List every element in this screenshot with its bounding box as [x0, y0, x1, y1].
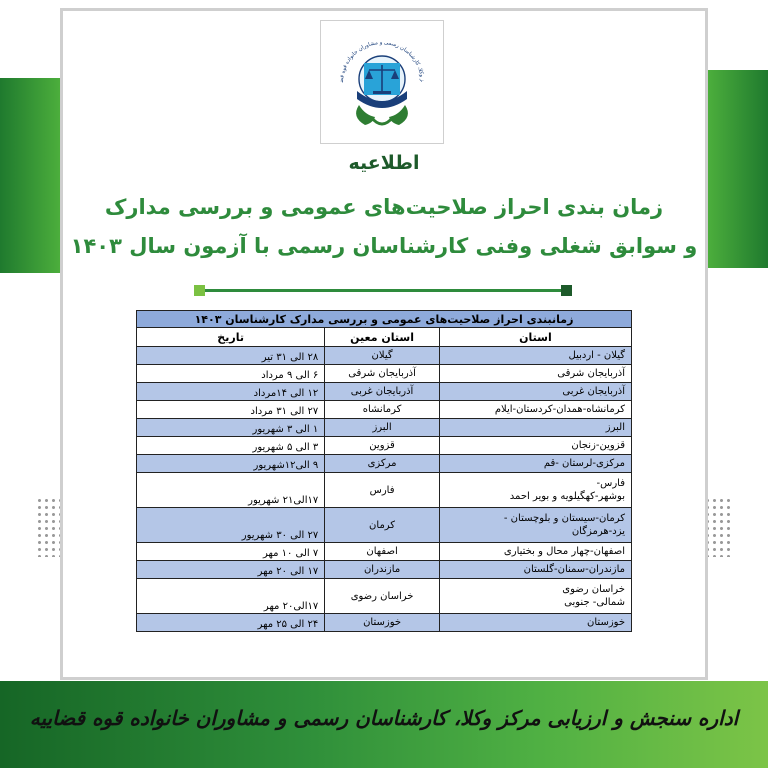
province-name: خوزستان — [587, 617, 625, 628]
date-cell: ۲۷ الی ۳۱ مرداد — [137, 401, 325, 419]
province-name-continued: شمالی- جنوبی — [564, 597, 625, 608]
province-cell — [439, 614, 631, 632]
date-cell: ۱۷الی۲۱ شهریور — [137, 473, 325, 508]
province-cell — [439, 365, 631, 383]
province-cell — [439, 419, 631, 437]
center-province-cell: البرز — [325, 419, 440, 437]
divider-square-right — [561, 285, 572, 296]
province-name: فارس- — [596, 478, 625, 489]
center-province-cell: خوزستان — [325, 614, 440, 632]
province-name: اصفهان-چهار محال و بختیاری — [503, 546, 625, 557]
table-row — [137, 543, 632, 561]
province-cell — [439, 347, 631, 365]
date-cell: ۳ الی ۵ شهریور — [137, 437, 325, 455]
province-name: البرز — [605, 422, 625, 433]
date-cell: ۲۸ الی ۳۱ تیر — [137, 347, 325, 365]
table-row — [137, 508, 632, 543]
province-cell — [439, 508, 631, 543]
header-province: استان — [439, 328, 631, 347]
province-name: آذربایجان غربی — [562, 386, 625, 397]
province-name: مازندران-سمنان-گلستان — [523, 564, 625, 575]
center-province-cell: آذربایجان شرقی — [325, 365, 440, 383]
date-cell: ۹ الی۱۲شهریور — [137, 455, 325, 473]
table-row — [137, 455, 632, 473]
center-province-cell: اصفهان — [325, 543, 440, 561]
schedule-table — [136, 310, 632, 632]
footer-department-name: اداره سنجش و ارزیابی مرکز وکلا، کارشناسان رسمی و مشاوران خانواده قوه قضاییه — [29, 706, 739, 730]
notice-title: اطلاعیه — [348, 152, 420, 174]
province-name: گیلان - اردبیل — [568, 350, 625, 361]
date-cell: ۱۷الی۲۰ مهر — [137, 579, 325, 614]
table-row — [137, 383, 632, 401]
dot-grid-right — [704, 497, 732, 557]
header-date: تاریخ — [137, 328, 325, 347]
date-cell: ۲۷ الی ۳۰ شهریور — [137, 508, 325, 543]
date-cell: ۱ الی ۳ شهریور — [137, 419, 325, 437]
center-province-cell: آذربایجان غربی — [325, 383, 440, 401]
divider-square-left — [194, 285, 205, 296]
province-cell — [439, 401, 631, 419]
province-cell — [439, 437, 631, 455]
center-province-cell: مازندران — [325, 561, 440, 579]
scales-of-justice-emblem-icon — [321, 21, 443, 143]
center-province-cell: گیلان — [325, 347, 440, 365]
table-row — [137, 614, 632, 632]
table-row — [137, 561, 632, 579]
center-province-cell: خراسان رضوی — [325, 579, 440, 614]
date-cell: ۶ الی ۹ مرداد — [137, 365, 325, 383]
province-name: آذربایجان شرقی — [557, 368, 625, 379]
table-row — [137, 365, 632, 383]
center-province-cell: کرمان — [325, 508, 440, 543]
province-name: خراسان رضوی — [562, 584, 625, 595]
province-cell — [439, 579, 631, 614]
center-province-cell: مرکزی — [325, 455, 440, 473]
date-cell: ۲۴ الی ۲۵ مهر — [137, 614, 325, 632]
table-row — [137, 473, 632, 508]
organization-logo — [320, 20, 444, 144]
province-name: قزوین-زنجان — [571, 440, 625, 451]
logo-caption: ز وکلا، کارشناسان رسمی و مشاوران خانواده قوه قض — [338, 39, 426, 83]
province-name-continued: یزد-هرمزگان — [571, 526, 625, 537]
center-province-cell: فارس — [325, 473, 440, 508]
notice-subtitle-line-2: و سوابق شغلی وفنی کارشناسان رسمی با آزمون سال ۱۴۰۳ — [70, 234, 698, 258]
title-divider — [198, 289, 568, 292]
center-province-cell: قزوین — [325, 437, 440, 455]
table-row — [137, 579, 632, 614]
decorative-green-bar-left — [0, 78, 60, 273]
province-cell — [439, 473, 631, 508]
table-row — [137, 419, 632, 437]
province-cell — [439, 543, 631, 561]
province-name-continued: بوشهر-کهگیلویه و بویر احمد — [509, 491, 625, 502]
table-row — [137, 437, 632, 455]
province-cell — [439, 455, 631, 473]
table-caption: زمانبندی احراز صلاحیت‌های عمومی و بررسی مدارک کارشناسان ۱۴۰۳ — [137, 311, 632, 328]
header-center-province: استان معین — [325, 328, 440, 347]
center-province-cell: کرمانشاه — [325, 401, 440, 419]
date-cell: ۱۲ الی ۱۴مرداد — [137, 383, 325, 401]
table-row — [137, 401, 632, 419]
date-cell: ۷ الی ۱۰ مهر — [137, 543, 325, 561]
decorative-green-bar-right — [708, 70, 768, 268]
province-name: کرمان-سیستان و بلوچستان - — [503, 513, 625, 524]
table-row — [137, 347, 632, 365]
date-cell: ۱۷ الی ۲۰ مهر — [137, 561, 325, 579]
province-name: مرکزی-لرستان -قم — [543, 458, 625, 469]
province-cell — [439, 561, 631, 579]
province-name: کرمانشاه-همدان-کردستان-ایلام — [494, 404, 625, 415]
province-cell — [439, 383, 631, 401]
notice-subtitle-line-1: زمان بندی احراز صلاحیت‌های عمومی و بررسی مدارک — [104, 195, 664, 219]
